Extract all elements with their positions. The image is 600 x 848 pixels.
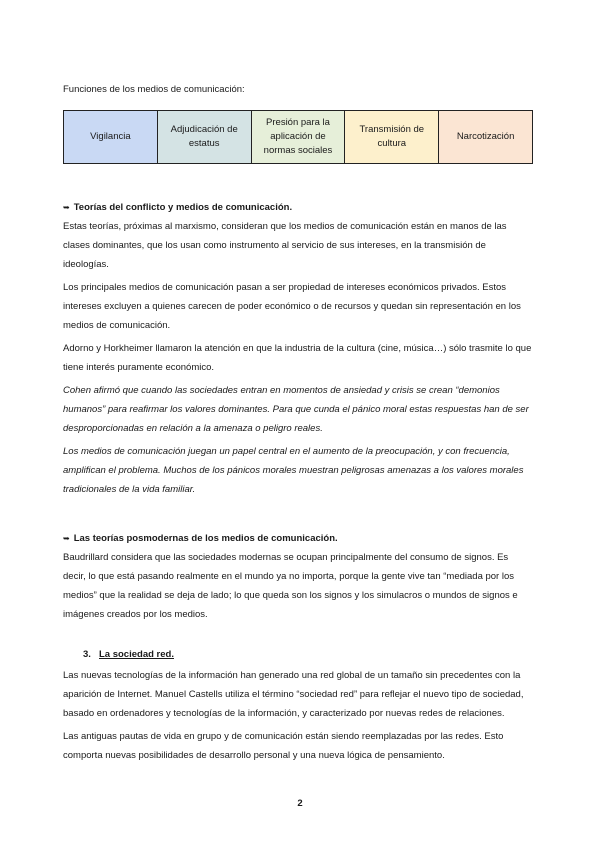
functions-table <box>63 110 533 164</box>
paragraph: Las antiguas pautas de vida en grupo y de comunicación están siendo reemplazadas por las redes. Esto comporta nuevas posibilidades de desarrollo personal y una nueva lógica de pensamiento. <box>63 731 504 761</box>
paragraph-italic: Cohen afirmó que cuando las sociedades entran en momentos de ansiedad y crisis se crean “demonios humanos” para reafirmar los valores dominantes. Para que cunda el pánico moral estas respuestas han de ser desproporcionadas en relación a la amenaza o peligro reales. <box>63 385 529 434</box>
heading-text: La sociedad red. <box>99 649 174 660</box>
functions-intro: Funciones de los medios de comunicación: <box>63 84 245 95</box>
arrow-bullet-icon: ➥ <box>63 534 70 543</box>
section-heading-postmodern <box>63 529 533 548</box>
function-cell-adjudicacion: Adjudicación de estatus <box>157 111 251 164</box>
function-cell-presion: Presión para la aplicación de normas sociales <box>251 111 345 164</box>
section-conflict <box>63 198 533 499</box>
paragraph: Adorno y Horkheimer llamaron la atención en que la industria de la cultura (cine, música…) sólo trasmite lo que tiene interés puramente económico. <box>63 343 532 373</box>
function-cell-transmision: Transmisión de cultura <box>345 111 439 164</box>
section-network-society <box>63 645 533 765</box>
paragraph: Las nuevas tecnologías de la información han generado una red global de un tamaño sin precedentes con la aparición de Internet. Manuel Castells utiliza el término “sociedad red” para reflejar el nuevo tipo de sociedad, basado en ordenadores y tecnologías de la información, y caracterizado por nuevas redes de relaciones. <box>63 670 524 719</box>
paragraph: Los principales medios de comunicación pasan a ser propiedad de intereses económicos privados. Estos intereses excluyen a quienes carecen de poder económico o de recursos y quedan sin representación en los medios de comunicación. <box>63 282 521 331</box>
section-heading-conflict <box>63 198 533 217</box>
heading-text: Las teorías posmodernas de los medios de comunicación. <box>73 533 338 544</box>
paragraph: Baudrillard considera que las sociedades modernas se ocupan principalmente del consumo de signos. Es decir, lo que está pasando realmente en el mundo ya no importa, porque la gente vive tan “mediada por los medios” que la realidad se deja de lado; lo que queda son los signos y los simulacros o mundos de signos e imágenes creados por los medios. <box>63 552 518 620</box>
paragraph: Estas teorías, próximas al marxismo, consideran que los medios de comunicación están en manos de las clases dominantes, que los usan como instrumento al servicio de sus intereses, en la transmisión de ideologías. <box>63 221 507 270</box>
functions-row <box>64 111 533 164</box>
section-number: 3. <box>83 649 91 660</box>
arrow-bullet-icon: ➥ <box>63 203 70 212</box>
function-cell-vigilancia: Vigilancia <box>64 111 158 164</box>
paragraph-italic: Los medios de comunicación juegan un papel central en el aumento de la preocupación, y con frecuencia, amplifican el problema. Muchos de los pánicos morales muestran peligrosas amenazas a los valores morales tradicionales de la vida familiar. <box>63 446 524 495</box>
page-number: 2 <box>297 798 303 809</box>
heading-text: Teorías del conflicto y medios de comunicación. <box>73 202 293 213</box>
section-heading-network <box>63 645 533 664</box>
section-postmodern <box>63 529 533 624</box>
function-cell-narcotizacion: Narcotización <box>439 111 533 164</box>
